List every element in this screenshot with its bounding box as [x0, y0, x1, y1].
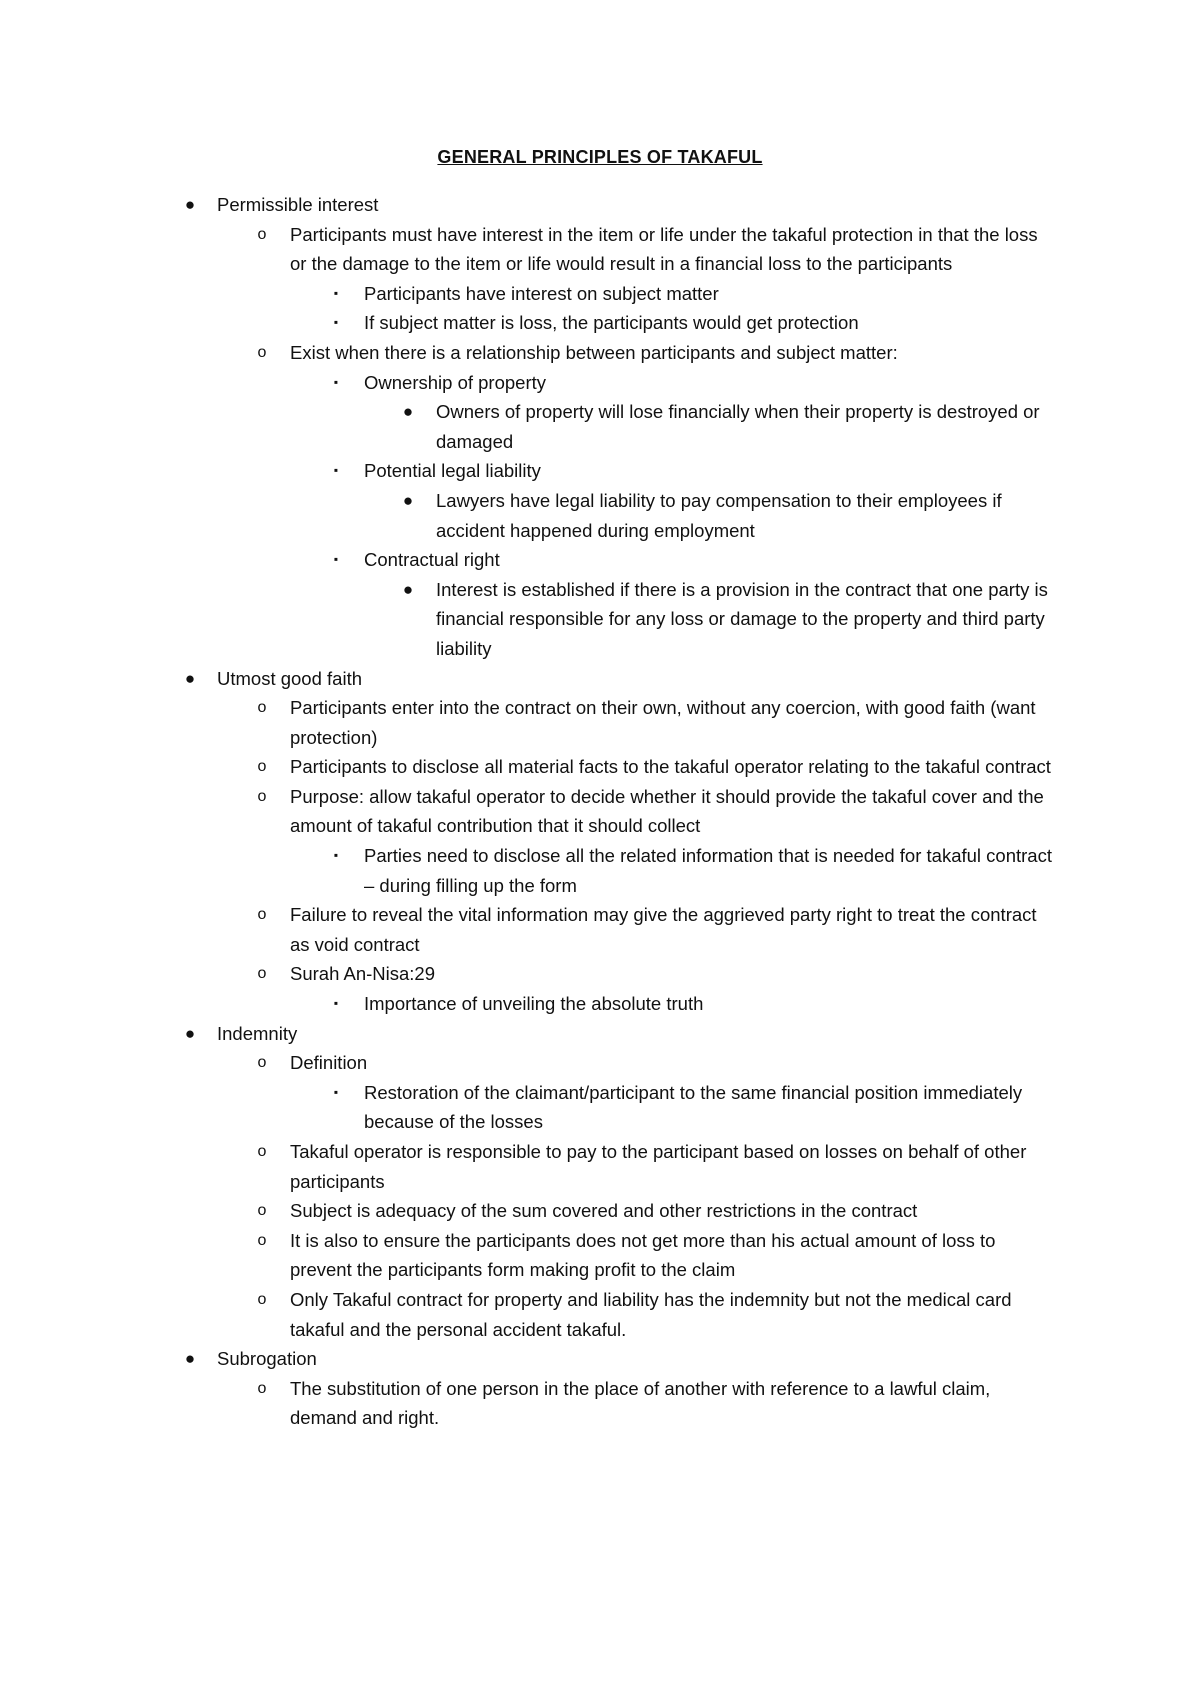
- bullet-icon: ▪: [333, 285, 339, 300]
- outline-item: [0, 664, 1200, 694]
- outline-list: [0, 190, 1200, 1433]
- outline-item-text: Participants to disclose all material facts to the takaful operator relating to the takaful contract: [290, 756, 1051, 778]
- bullet-icon: ▪: [333, 848, 339, 863]
- outline-item: [0, 1137, 1058, 1196]
- bullet-icon: o: [257, 699, 267, 717]
- outline-item-text: Subrogation: [217, 1348, 317, 1370]
- outline-item: [0, 1196, 1058, 1226]
- bullet-icon: o: [257, 1143, 267, 1160]
- bullet-icon: o: [257, 1231, 267, 1249]
- bullet-icon: ●: [402, 579, 414, 599]
- outline-item: [0, 989, 1058, 1019]
- outline-item-text: Ownership of property: [364, 371, 547, 393]
- bullet-icon: o: [257, 906, 267, 924]
- bullet-icon: o: [257, 1379, 267, 1397]
- document-title: GENERAL PRINCIPLES OF TAKAFUL: [437, 147, 763, 167]
- bullet-icon: ▪: [333, 552, 339, 567]
- outline-item: [0, 900, 1058, 959]
- outline-item: [0, 545, 1058, 575]
- outline-item: [0, 279, 1058, 309]
- bullet-icon: o: [257, 787, 267, 805]
- bullet-icon: ▪: [333, 463, 339, 478]
- outline-item: [0, 1048, 1058, 1078]
- bullet-icon: ▪: [333, 996, 339, 1011]
- bullet-icon: o: [257, 1290, 267, 1308]
- bullet-icon: ▪: [333, 315, 339, 330]
- outline-item-text: Restoration of the claimant/participant to the same financial position immediately because of the losses: [364, 1081, 1023, 1133]
- outline-item: [0, 1078, 1058, 1137]
- bullet-icon: ▪: [333, 1084, 339, 1099]
- outline-item-text: Utmost good faith: [217, 667, 362, 689]
- outline-item-text: Participants have interest on subject matter: [364, 282, 719, 304]
- outline-item: [0, 190, 1200, 220]
- bullet-icon: o: [257, 965, 267, 983]
- outline-item: [0, 220, 1058, 279]
- outline-item: [0, 1226, 1058, 1285]
- outline-item-text: Participants enter into the contract on their own, without any coercion, with good faith (want protection): [290, 697, 1036, 748]
- outline-item: [0, 338, 1058, 368]
- outline-item-text: Owners of property will lose financially when their property is destroyed or damaged: [436, 401, 1040, 452]
- bullet-icon: ▪: [333, 374, 339, 389]
- bullet-icon: ●: [184, 1349, 196, 1369]
- bullet-icon: o: [257, 225, 267, 243]
- outline-item-text: Potential legal liability: [364, 460, 541, 482]
- bullet-icon: o: [257, 1202, 267, 1220]
- outline-item-text: Participants must have interest in the item or life under the takaful protection in that the loss or the damage to the item or life would result in a financial loss to the participants: [290, 223, 1038, 275]
- bullet-icon: o: [257, 343, 267, 361]
- outline-item-text: Indemnity: [217, 1022, 298, 1044]
- outline-item-text: Interest is established if there is a provision in the contract that one party is financial responsible for any loss or damage to the property and third party liability: [436, 578, 1048, 659]
- outline-item-text: Definition: [290, 1052, 368, 1074]
- outline-item-text: Contractual right: [364, 549, 500, 571]
- outline-item: [0, 693, 1058, 752]
- outline-item: [0, 1285, 1058, 1344]
- outline-item: [0, 456, 1058, 486]
- outline-item: [0, 1344, 1200, 1374]
- outline-item-text: Lawyers have legal liability to pay compensation to their employees if accident happened during employment: [436, 489, 1002, 541]
- bullet-icon: ●: [184, 1023, 196, 1043]
- outline-item: [0, 841, 1058, 900]
- outline-item-text: Failure to reveal the vital information may give the aggrieved party right to treat the contract as void contract: [290, 904, 1037, 955]
- bullet-icon: ●: [402, 402, 414, 422]
- bullet-icon: ●: [184, 195, 196, 214]
- outline-item-text: Subject is adequacy of the sum covered and other restrictions in the contract: [290, 1200, 918, 1222]
- outline-item: [0, 1019, 1200, 1049]
- outline-item-text: Parties need to disclose all the related information that is needed for takaful contract – during filling up the form: [364, 845, 1052, 896]
- outline-item-text: Surah An-Nisa:29: [290, 963, 436, 985]
- outline-item-text: Takaful operator is responsible to pay to the participant based on losses on behalf of other participants: [290, 1141, 1027, 1192]
- outline-item: [0, 308, 1058, 338]
- outline-item-text: If subject matter is loss, the participants would get protection: [364, 312, 859, 334]
- outline-item: [0, 575, 1058, 664]
- bullet-icon: o: [257, 1054, 267, 1072]
- outline-item: [0, 1374, 1058, 1433]
- outline-item: [0, 752, 1058, 782]
- outline-item: [0, 486, 1058, 545]
- bullet-icon: ●: [402, 490, 414, 510]
- outline-item-text: Purpose: allow takaful operator to decide whether it should provide the takaful cover and the amount of takaful contribution that it should collect: [290, 785, 1044, 837]
- outline-item-text: The substitution of one person in the place of another with reference to a lawful claim, demand and right.: [290, 1377, 991, 1429]
- bullet-icon: ●: [184, 668, 196, 688]
- outline-item: [0, 368, 1058, 398]
- outline-item-text: Only Takaful contract for property and liability has the indemnity but not the medical card takaful and the personal accident takaful.: [290, 1288, 1012, 1340]
- outline-item-text: Permissible interest: [217, 194, 379, 215]
- outline-item-text: Importance of unveiling the absolute truth: [364, 993, 704, 1015]
- bullet-icon: o: [257, 758, 267, 776]
- outline-item: [0, 782, 1058, 841]
- outline-item: [0, 959, 1058, 989]
- outline-item-text: It is also to ensure the participants does not get more than his actual amount of loss to prevent the participants form making profit to the claim: [290, 1229, 996, 1281]
- outline-item-text: Exist when there is a relationship between participants and subject matter:: [290, 341, 898, 363]
- outline-item: [0, 397, 1058, 456]
